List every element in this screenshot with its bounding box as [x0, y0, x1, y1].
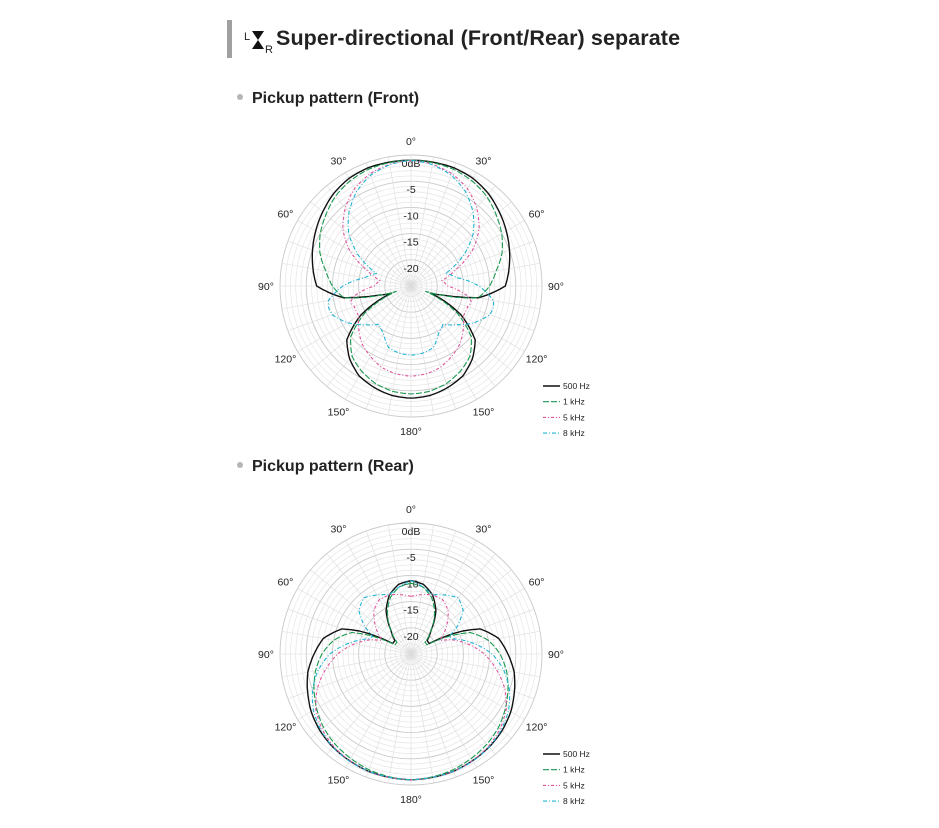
angle-tick-label: 120°	[274, 721, 297, 734]
header-accent-bar	[227, 20, 232, 58]
page-header	[227, 20, 827, 58]
angle-tick-label: 120°	[525, 353, 548, 366]
angle-tick-label: 60°	[528, 208, 545, 221]
legend-label: 500 Hz	[563, 749, 590, 759]
angle-tick-label: 0°	[405, 136, 417, 148]
angle-tick-label: 120°	[274, 353, 297, 366]
angle-tick-label: 150°	[472, 774, 495, 787]
legend-label: 1 kHz	[563, 764, 585, 775]
icon-left-letter: L	[244, 31, 251, 43]
bullet-icon	[237, 462, 243, 468]
page-title: Super-directional (Front/Rear) separate	[276, 26, 681, 50]
icon-right-letter: R	[265, 44, 273, 54]
radial-tick-label: 0dB	[401, 158, 421, 170]
angle-tick-label: 60°	[528, 576, 545, 589]
legend-label: 8 kHz	[563, 796, 585, 807]
radial-tick-label: -5	[406, 552, 416, 565]
radial-tick-label: -20	[403, 262, 419, 275]
angle-tick-label: 150°	[327, 774, 350, 787]
section-title-rear-label: Pickup pattern (Rear)	[252, 458, 414, 475]
angle-tick-label: 90°	[258, 649, 274, 661]
angle-tick-label: 150°	[327, 406, 350, 419]
angle-tick-label: 0°	[405, 504, 417, 516]
section-title-front	[237, 90, 419, 108]
polar-chart-rear	[230, 488, 610, 828]
angle-tick-label: 30°	[330, 155, 347, 168]
angle-tick-label: 90°	[548, 649, 564, 661]
radial-tick-label: 0dB	[401, 526, 421, 538]
angle-tick-label: 150°	[472, 406, 495, 419]
legend-label: 5 kHz	[563, 780, 585, 791]
radial-tick-label: -20	[403, 630, 419, 643]
section-title-rear	[237, 458, 414, 476]
section-title-front-label: Pickup pattern (Front)	[252, 90, 420, 107]
legend-label: 5 kHz	[563, 412, 585, 423]
radial-tick-label: -10	[403, 210, 419, 223]
legend-label: 500 Hz	[563, 381, 590, 391]
legend-label: 8 kHz	[563, 428, 585, 439]
angle-tick-label: 180°	[400, 794, 422, 806]
angle-tick-label: 180°	[400, 426, 422, 438]
angle-tick-label: 30°	[475, 155, 492, 168]
angle-tick-label: 30°	[475, 523, 492, 536]
angle-tick-label: 60°	[277, 576, 294, 589]
bullet-icon	[237, 94, 243, 100]
chart-legend	[543, 749, 590, 806]
radial-tick-label: -15	[403, 236, 419, 249]
radial-tick-label: -5	[406, 184, 416, 197]
angle-tick-label: 120°	[525, 721, 548, 734]
polar-chart-front	[230, 120, 610, 460]
chart-legend	[543, 381, 590, 438]
radial-tick-label: -10	[403, 578, 419, 591]
angle-tick-label: 60°	[277, 208, 294, 221]
angle-tick-label: 90°	[548, 281, 564, 293]
legend-label: 1 kHz	[563, 396, 585, 407]
angle-tick-label: 30°	[330, 523, 347, 536]
stereo-lr-mode-icon	[243, 26, 273, 54]
angle-tick-label: 90°	[258, 281, 274, 293]
radial-tick-label: -15	[403, 604, 419, 617]
